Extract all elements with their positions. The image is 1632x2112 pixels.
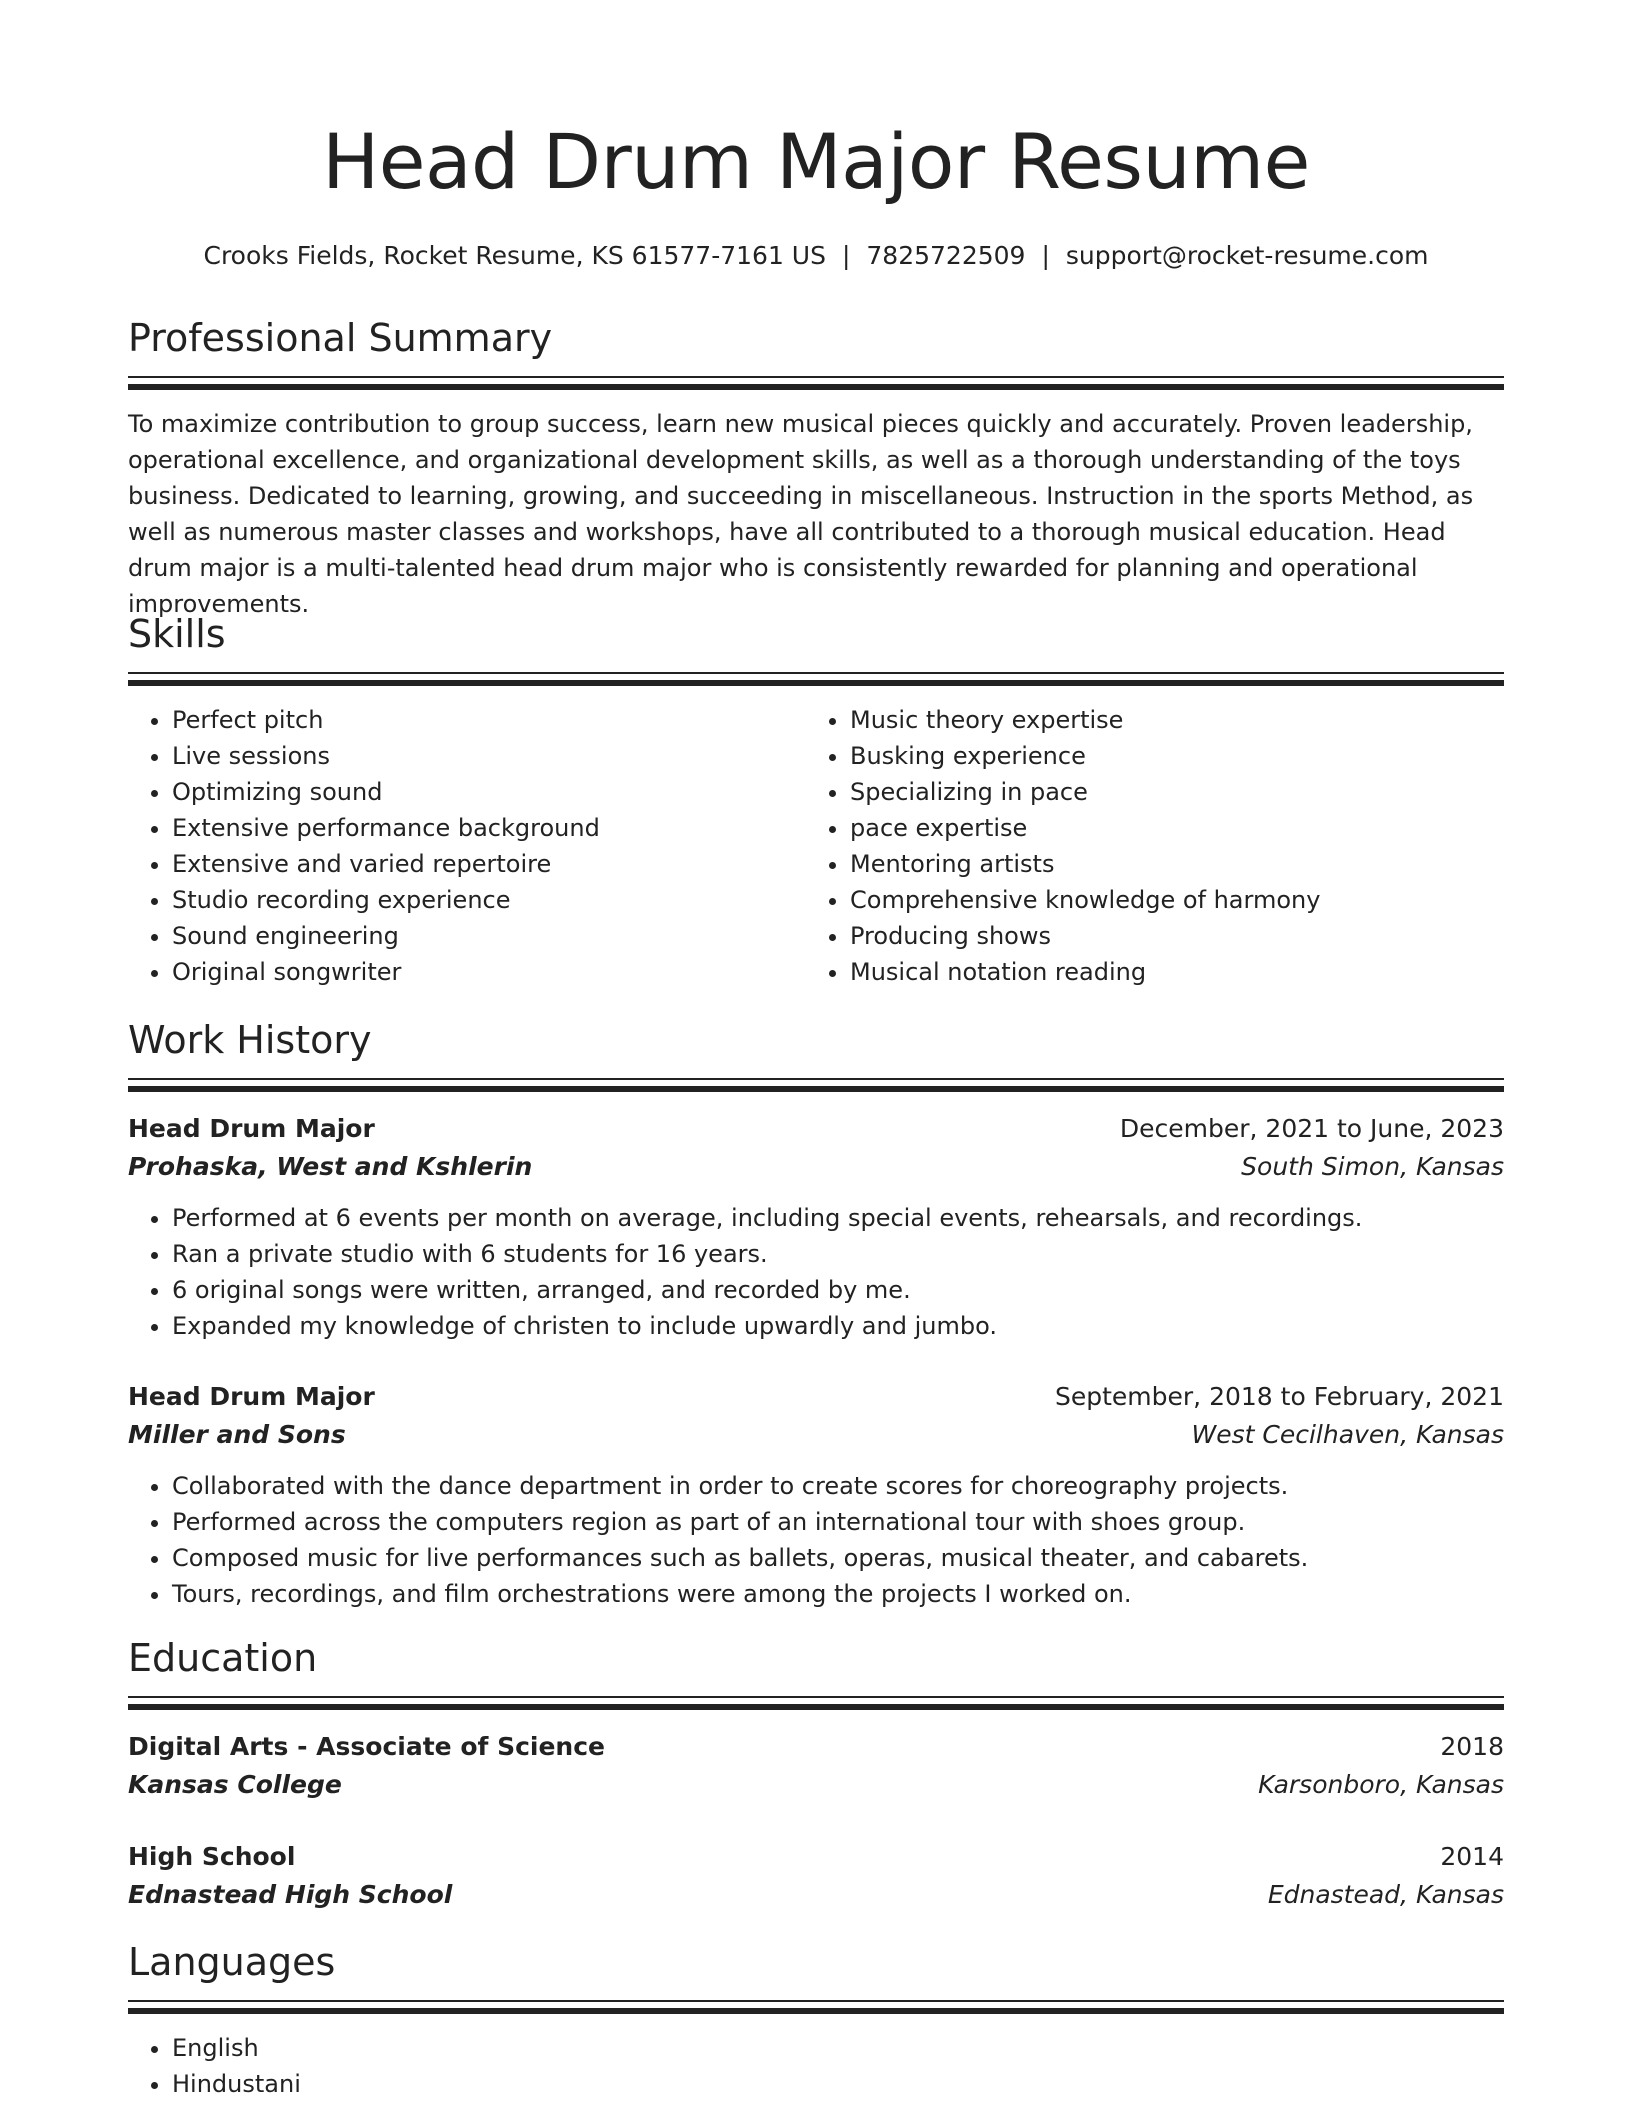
education-location: Karsonboro, Kansas [1258,1769,1504,1799]
skill-item: • Musical notation reading [850,954,1484,990]
job-dates: December, 2021 to June, 2023 [1119,1113,1504,1143]
education-year: 2014 [1440,1841,1504,1871]
section-rule [128,1078,1504,1080]
section-rule [128,2000,1504,2002]
contact-phone: 7825722509 [866,241,1026,270]
contact-email: support@rocket-resume.com [1065,241,1429,270]
job-company: Miller and Sons [128,1419,346,1449]
skill-item: • Extensive and varied repertoire [172,846,806,882]
languages-list [128,2030,1504,2102]
language-item: • English [172,2030,1504,2066]
skill-item: • Specializing in pace [850,774,1484,810]
job-title: Head Drum Major [128,1113,375,1143]
skills-list [806,702,1484,990]
skill-item: • Perfect pitch [172,702,806,738]
job-location: West Cecilhaven, Kansas [1191,1419,1504,1449]
section-rule-thick [128,2008,1504,2014]
skill-item: • Music theory expertise [850,702,1484,738]
job-bullet: • Collaborated with the dance department in order to create scores for choreography projects. [172,1468,1504,1504]
education-header [128,1728,1504,1766]
skill-item: • Extensive performance background [172,810,806,846]
section-heading: Professional Summary [128,316,553,360]
education-section [128,1636,1504,1914]
skill-item: • pace expertise [850,810,1484,846]
job-bullet: • Performed across the computers region as part of an international tour with shoes group. [172,1504,1504,1540]
skills-column-left [128,702,806,990]
skill-item: • Original songwriter [172,954,806,990]
section-heading: Skills [128,612,226,656]
resume-title: Head Drum Major Resume [322,117,1310,206]
skills-columns [128,702,1504,990]
education-degree: Digital Arts - Associate of Science [128,1731,606,1761]
summary-text: To maximize contribution to group success, learn new musical pieces quickly and accurately. Proven leadership, operational excellence, and organizational development skills, as well as a thorough understanding of the toys business. Dedicated to learning, growing, and succeeding in miscellaneous. Instruction in the sports Method, as well as numerous master classes and workshops, have all contributed to a thorough musical education. Head drum major is a multi-talented head drum major who is consistently rewarded for planning and operational improvements. [128,409,1474,618]
skill-item: • Producing shows [850,918,1484,954]
job-subheader [128,1148,1504,1186]
skills-section [128,612,1504,990]
skill-item: • Studio recording experience [172,882,806,918]
education-entry [128,1838,1504,1914]
section-rule [128,376,1504,378]
section-rule-thick [128,1704,1504,1710]
section-heading: Languages [128,1940,336,1984]
job-bullet: • Expanded my knowledge of christen to include upwardly and jumbo. [172,1308,1504,1344]
job-bullets [128,1200,1504,1344]
skill-item: • Live sessions [172,738,806,774]
job-dates: September, 2018 to February, 2021 [1055,1381,1504,1411]
education-degree: High School [128,1841,296,1871]
job-bullet: • Performed at 6 events per month on average, including special events, rehearsals, and recordings. [172,1200,1504,1236]
skill-item: • Optimizing sound [172,774,806,810]
contact-address: Crooks Fields, Rocket Resume, KS 61577-7161 US [203,241,826,270]
languages-section [128,1940,1504,2102]
section-rule [128,672,1504,674]
job-subheader [128,1416,1504,1454]
job-title: Head Drum Major [128,1381,375,1411]
job-entry [128,1378,1504,1612]
education-subheader [128,1766,1504,1804]
section-rule [128,1696,1504,1698]
education-subheader [128,1876,1504,1914]
education-year: 2018 [1440,1731,1504,1761]
skills-column-right [806,702,1484,990]
job-bullet: • Tours, recordings, and film orchestrations were among the projects I worked on. [172,1576,1504,1612]
contact-line [128,240,1504,273]
skill-item: • Comprehensive knowledge of harmony [850,882,1484,918]
skill-item: • Mentoring artists [850,846,1484,882]
section-heading: Education [128,1636,318,1680]
contact-separator: | [1041,241,1050,270]
skill-item: • Sound engineering [172,918,806,954]
job-header [128,1378,1504,1416]
skill-item: • Busking experience [850,738,1484,774]
job-entry [128,1110,1504,1344]
education-school: Ednastead High School [128,1879,453,1909]
education-location: Ednastead, Kansas [1267,1879,1504,1909]
job-location: South Simon, Kansas [1241,1151,1504,1181]
education-header [128,1838,1504,1876]
job-bullet: • 6 original songs were written, arranged, and recorded by me. [172,1272,1504,1308]
skills-list [128,702,806,990]
section-rule-thick [128,1086,1504,1092]
work-history-section [128,1018,1504,1612]
language-item: • Hindustani [172,2066,1504,2102]
section-heading: Work History [128,1018,372,1062]
job-bullets [128,1468,1504,1612]
job-header [128,1110,1504,1148]
job-company: Prohaska, West and Kshlerin [128,1151,533,1181]
education-entry [128,1728,1504,1804]
job-bullet: • Composed music for live performances such as ballets, operas, musical theater, and cabarets. [172,1540,1504,1576]
education-school: Kansas College [128,1769,342,1799]
summary-section [128,316,1504,622]
section-rule-thick [128,680,1504,686]
contact-separator: | [841,241,851,270]
section-rule-thick [128,384,1504,390]
job-bullet: • Ran a private studio with 6 students for 16 years. [172,1236,1504,1272]
